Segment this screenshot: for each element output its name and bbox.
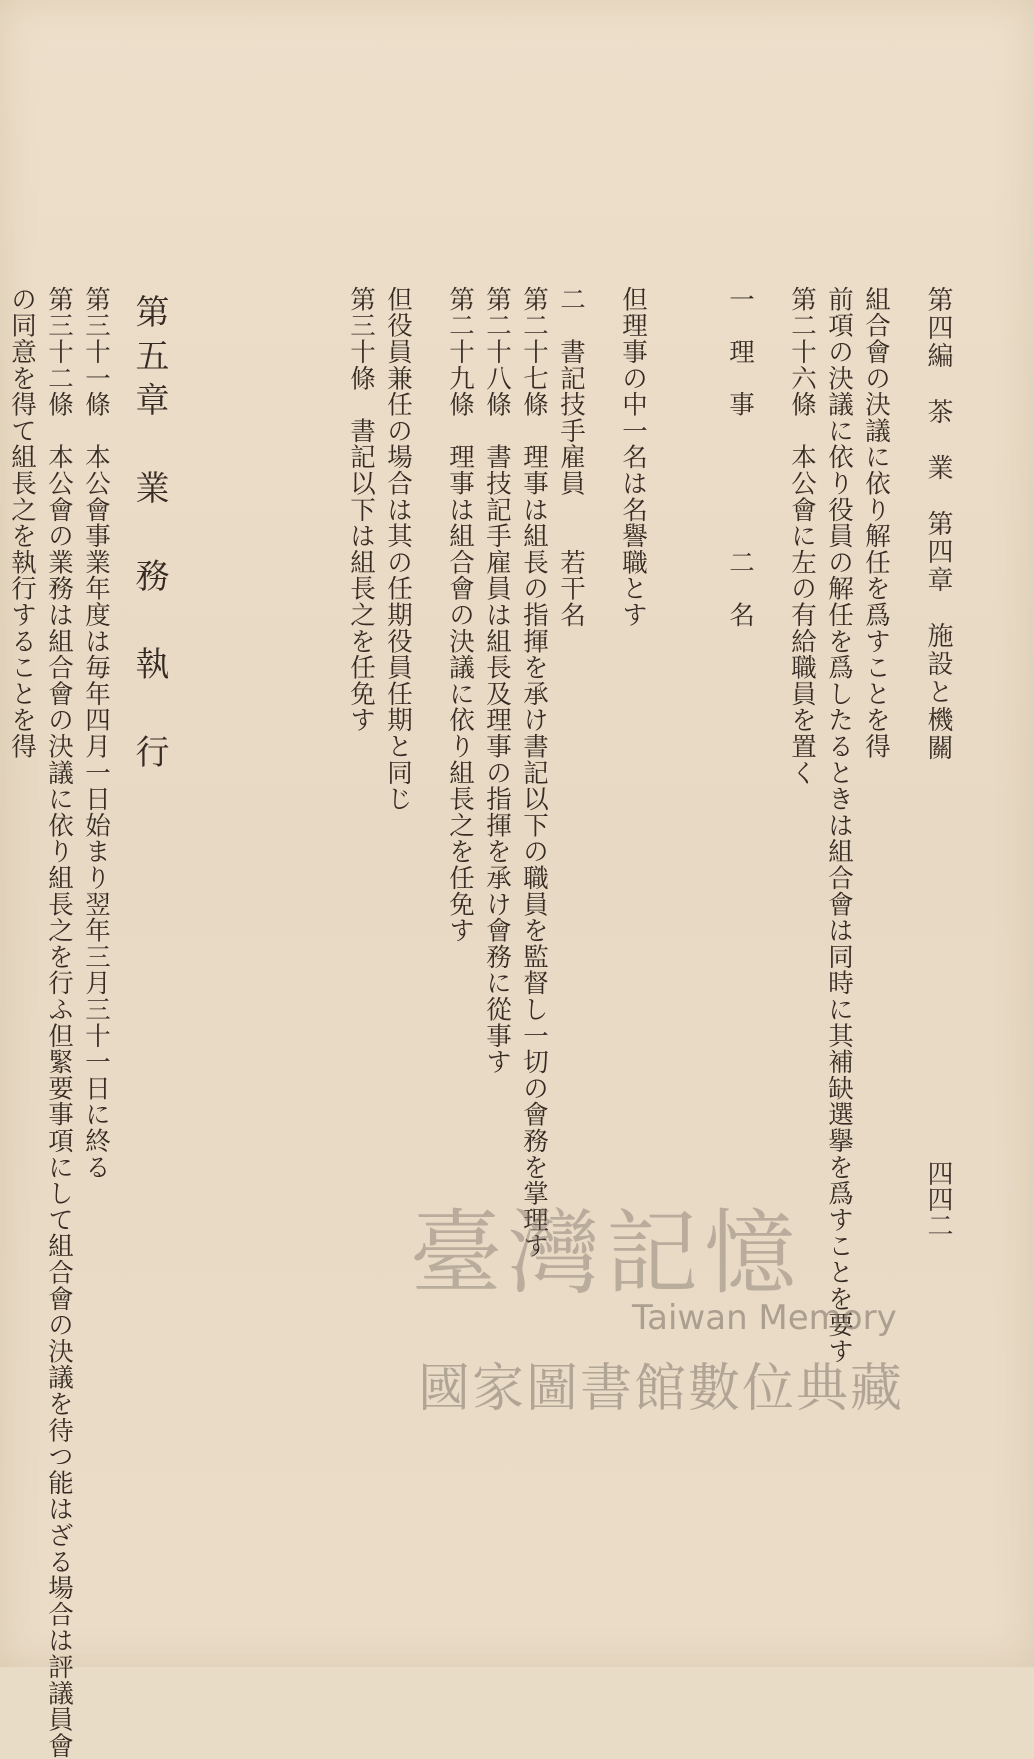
text-column: 二 書記技手雇員 若干名 xyxy=(556,286,586,628)
text-column: 前項の決議に依り役員の解任を爲したるときは組合會は同時に其補缺選擧を爲すことを要す xyxy=(824,286,854,1365)
page-number: 四四二 xyxy=(923,1160,953,1238)
body-text xyxy=(7,286,894,1759)
watermark-calligraphy: 臺灣記憶 xyxy=(410,1200,803,1307)
text-column: 但役員兼任の場合は其の任期役員任期と同じ xyxy=(383,286,413,812)
watermark-library: 國家圖書館數位典藏 xyxy=(418,1359,905,1419)
article-31: 第三十一條 本公會事業年度は毎年四月一日始まり翌年三月三十一日に終る xyxy=(81,286,111,1181)
watermark-english: Taiwan Memory xyxy=(632,1298,897,1338)
text-column xyxy=(0,286,3,323)
article-26: 第二十六條 本公會に左の有給職員を置く xyxy=(787,286,817,786)
text-column: の同意を得て組長之を執行することを得 xyxy=(7,286,37,760)
article-28: 第二十八條 書技記手雇員は組長及理事の指揮を承け會務に從事す xyxy=(482,286,512,1075)
text-column: 組合會の決議に依り解任を爲すことを得 xyxy=(861,286,891,760)
text-column: 一 理 事 二 名 xyxy=(725,286,755,628)
running-head: 第四編 茶 業 第四章 施設と機關 xyxy=(923,286,953,762)
article-29: 第二十九條 理事は組合會の決議に依り組長之を任免す xyxy=(445,286,475,944)
article-27: 第二十七條 理事は組長の指揮を承け書記以下の職員を監督し一切の會務を掌理す xyxy=(519,286,549,1260)
chapter-heading: 第五章 業 務 執 行 xyxy=(129,294,169,778)
article-32: 第三十二條 本公會の業務は組合會の決議に依り組長之を行ふ但緊要事項にして組合會の決議を待つ能はざる場合は評議員會 xyxy=(44,286,74,1759)
article-30: 第三十條 書記以下は組長之を任免す xyxy=(346,286,376,734)
text-column: 但理事の中一名は名譽職とす xyxy=(618,286,648,628)
